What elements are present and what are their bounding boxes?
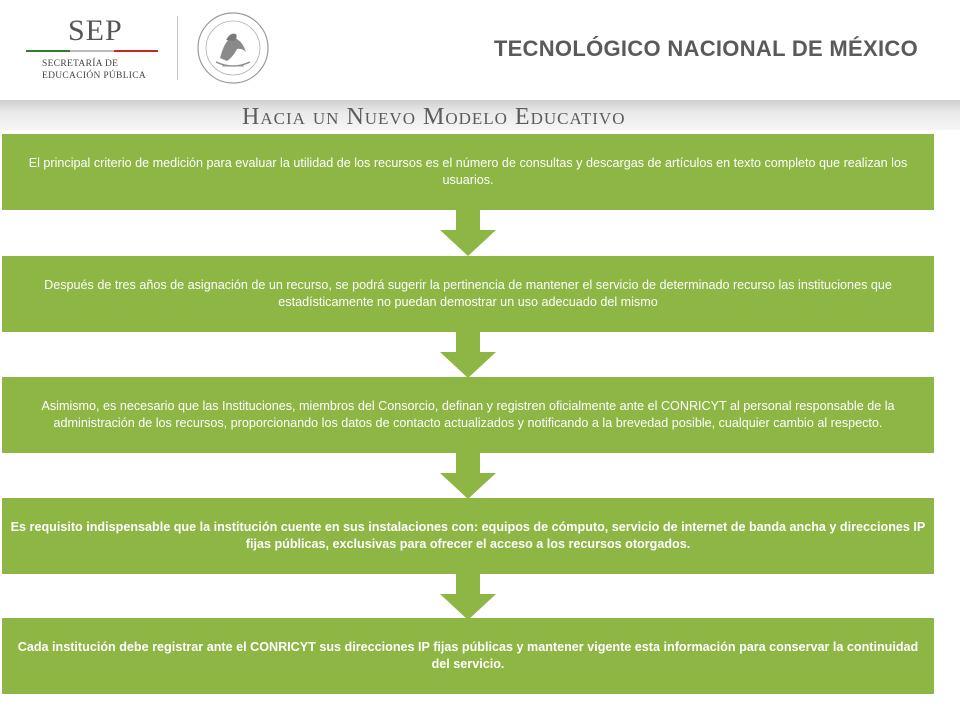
flow-arrow-2 [440, 332, 496, 378]
sep-logo [26, 14, 166, 84]
sep-tricolor-lines [26, 50, 158, 54]
flow-step-2-text: Después de tres años de asignación de un recurso, se podrá sugerir la pertinencia de mantener el servicio de determinado recurso las instituciones que estadísticamente no puedan demostrar un uso adecuado del mismo [44, 278, 892, 309]
flow-step-5 [2, 618, 934, 694]
page-subtitle: Hacia un Nuevo Modelo Educativo [242, 104, 626, 130]
flow-arrow-1 [440, 210, 496, 256]
flow-step-4 [2, 498, 934, 574]
header-divider [177, 16, 178, 80]
flow-step-1-text: El principal criterio de medición para evaluar la utilidad de los recursos es el número de consultas y descargas de artículos en texto completo que realizan los usuarios. [28, 156, 908, 187]
institution-title: TECNOLÓGICO NACIONAL DE MÉXICO [493, 36, 918, 61]
sep-subtitle: SECRETARÍA DE EDUCACIÓN PÚBLICA [42, 59, 147, 81]
flow-step-3 [2, 377, 934, 453]
flow-step-1 [2, 134, 934, 210]
flow-arrow-3 [440, 453, 496, 499]
mexico-coat-of-arms-seal-icon [192, 10, 274, 86]
header [0, 0, 960, 100]
flow-arrow-4 [440, 574, 496, 620]
flow-step-2 [2, 256, 934, 332]
flow-step-4-text: Es requisito indispensable que la institución cuente en sus instalaciones con: equipos de cómputo, servicio de internet de banda ancha y direcciones IP fijas públicas, exclusivas para ofrecer el acceso a los recursos otorgados. [10, 520, 926, 551]
sep-wordmark: SEP [68, 14, 123, 47]
flow-step-3-text: Asimismo, es necesario que las Instituciones, miembros del Consorcio, definan y registren oficialmente ante el CONRICYT al personal responsable de la administración de los recursos, proporcionando los datos de contacto actualizados y notificando a la brevedad posible, cualquier cambio al respecto. [41, 399, 895, 430]
flow-step-5-text: Cada institución debe registrar ante el CONRICYT sus direcciones IP fijas públicas y mantener vigente esta información para conservar la continuidad del servicio. [17, 640, 919, 671]
